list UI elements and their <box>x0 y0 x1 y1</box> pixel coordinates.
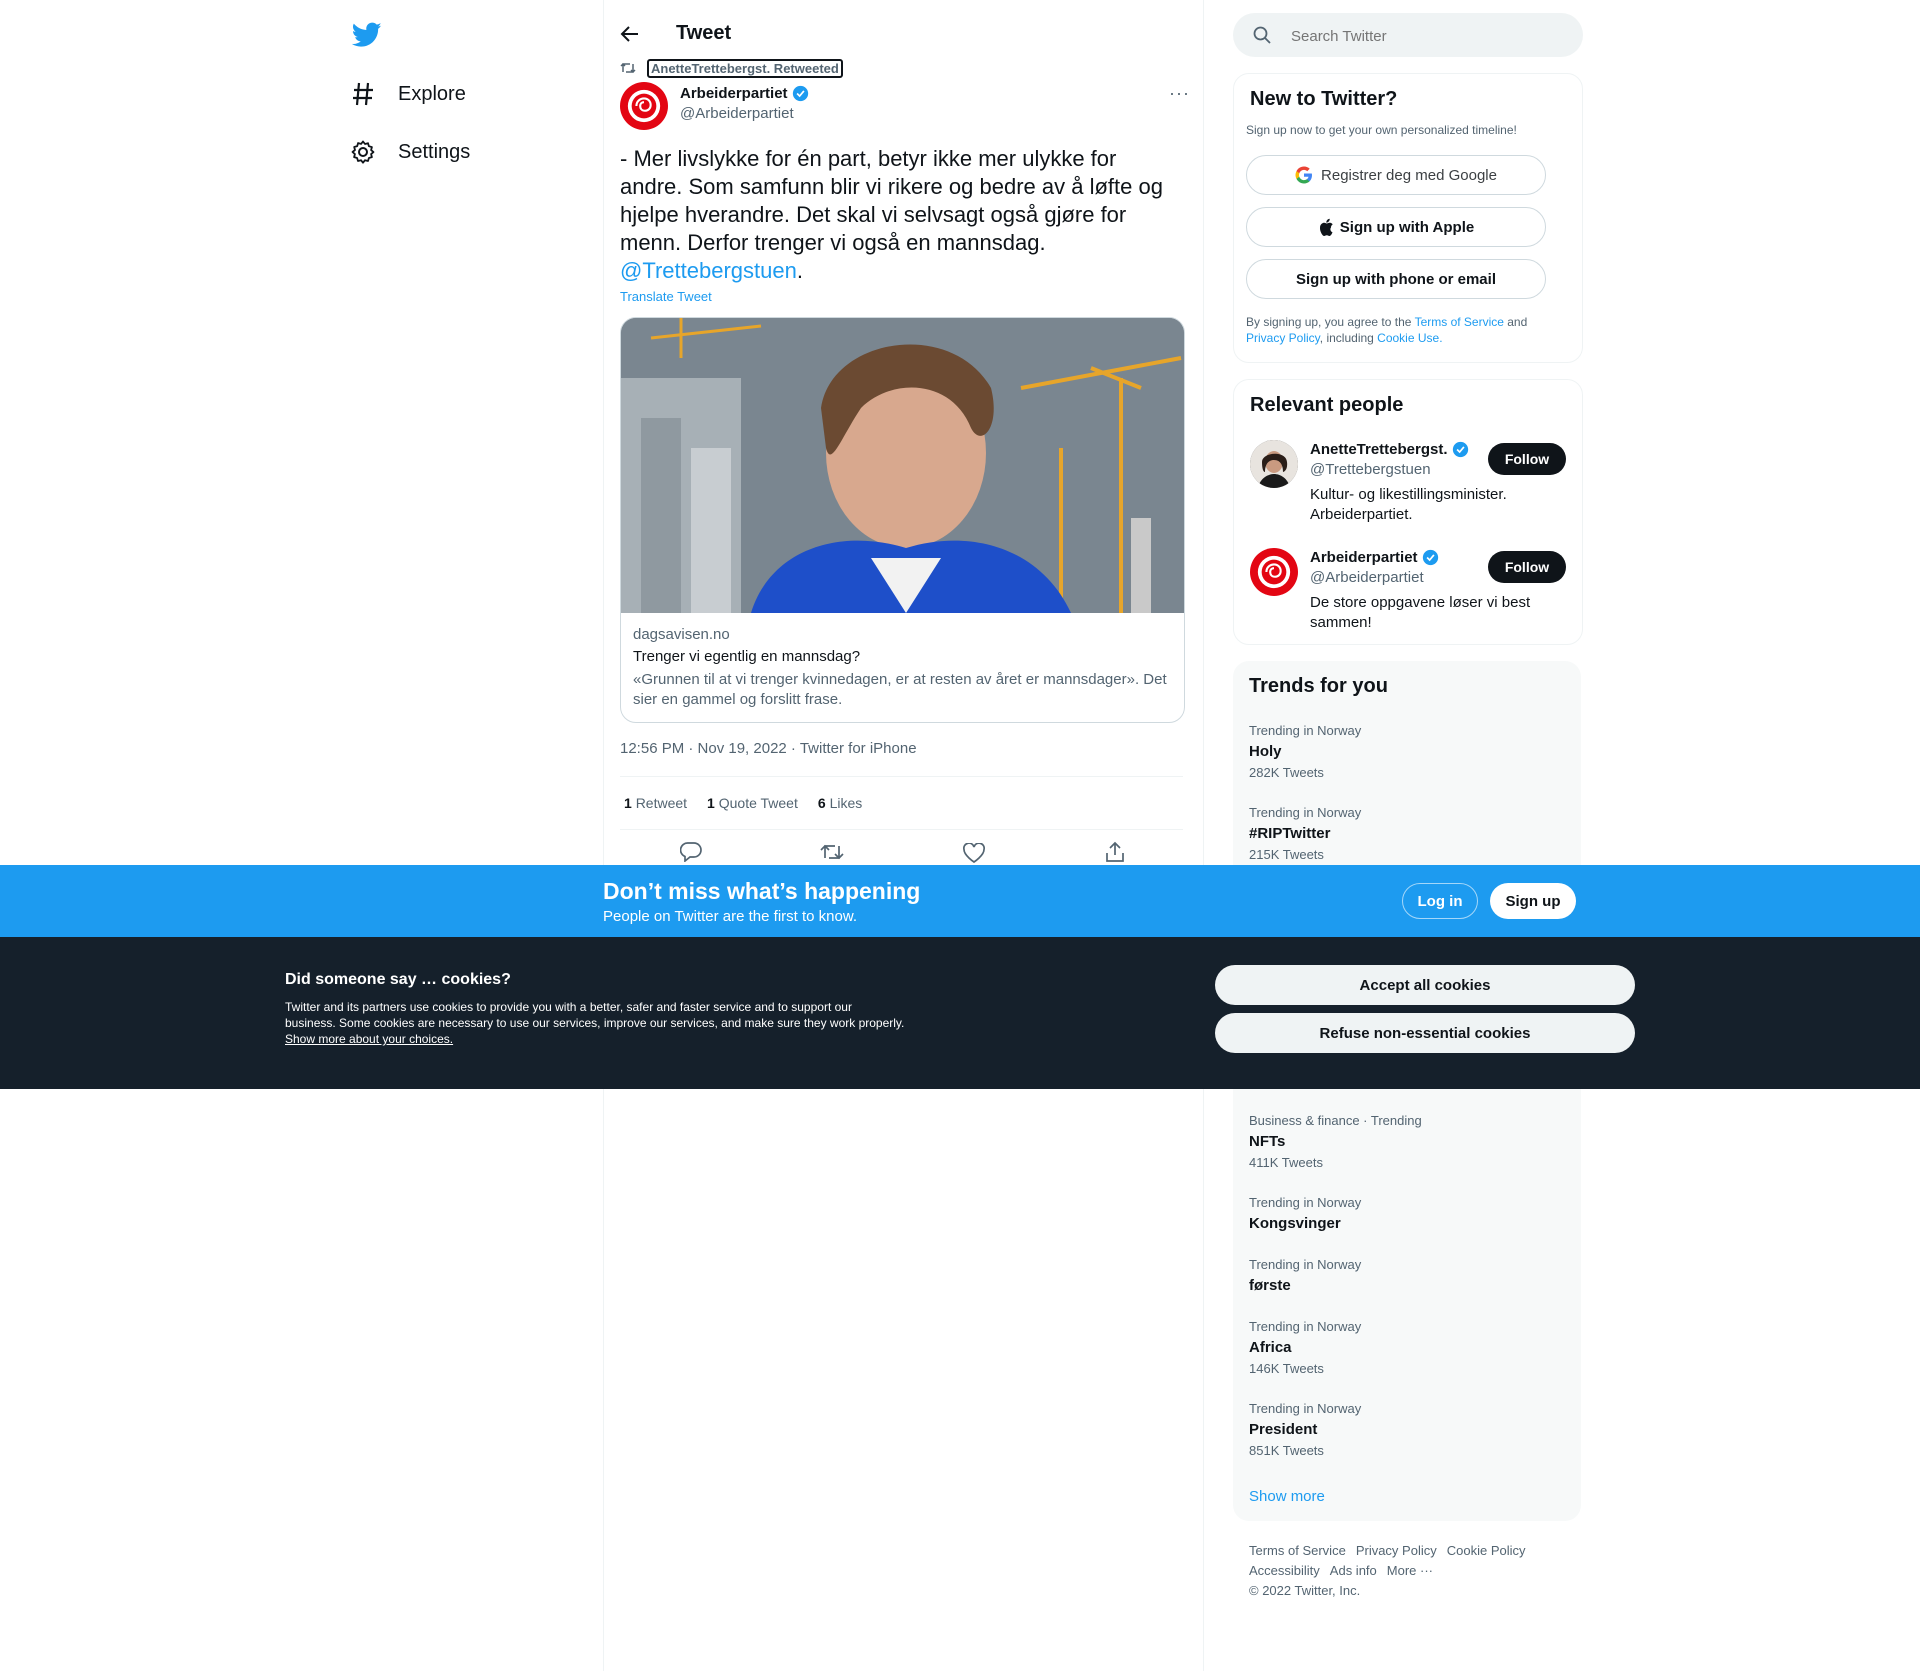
legal-text-1: By signing up, you agree to the <box>1246 315 1415 329</box>
trend-category: Trending in Norway <box>1249 1195 1362 1210</box>
trend-item[interactable] <box>1249 723 1361 780</box>
tweet-text-end: . <box>796 258 803 283</box>
likes-count: 6 <box>817 795 826 811</box>
card-image <box>621 318 1184 613</box>
nav-explore-label: Explore <box>398 82 466 105</box>
tweet-detail-column <box>603 0 1204 1671</box>
likes-label: Likes <box>829 795 863 811</box>
trend-item[interactable] <box>1249 1113 1422 1170</box>
person-name-text: Arbeiderpartiet <box>1310 549 1418 566</box>
signup-panel <box>1233 73 1583 363</box>
search-box[interactable] <box>1233 13 1583 57</box>
translate-tweet-link[interactable]: Translate Tweet <box>620 289 712 304</box>
card-title: Trenger vi egentlig en mannsdag? <box>633 648 861 665</box>
trend-category: Trending in Norway <box>1249 723 1362 738</box>
nav-explore[interactable] <box>350 74 466 114</box>
trend-name: Holy <box>1249 743 1282 760</box>
trends-title: Trends for you <box>1249 675 1388 697</box>
tweet-timestamp[interactable]: 12:56 PM · Nov 19, 2022 · Twitter for iPhone <box>620 740 917 757</box>
google-signup-button[interactable] <box>1246 155 1546 195</box>
gear-icon <box>350 139 376 165</box>
retweeted-by-link[interactable]: AnetteTrettebergst. Retweeted <box>647 59 843 78</box>
retweet-icon[interactable] <box>820 843 844 866</box>
trend-count: 282K Tweets <box>1249 765 1324 780</box>
search-icon <box>1253 26 1271 44</box>
cookie-text <box>285 999 905 1047</box>
cookie-choices-link[interactable]: Show more about your choices. <box>285 1032 454 1046</box>
apple-icon <box>1318 218 1334 236</box>
nav-settings-label: Settings <box>398 140 471 163</box>
twitter-logo-icon[interactable] <box>352 22 382 53</box>
tweet-text <box>620 145 1180 285</box>
card-description: «Grunnen til at vi trenger kvinnedagen, er at resten av året er mannsdager». Det sier en gammel og forslitt frase. <box>633 671 1167 708</box>
trend-item[interactable] <box>1249 1401 1361 1458</box>
trend-count: 851K Tweets <box>1249 1443 1324 1458</box>
retweets-count: 1 <box>624 795 632 811</box>
nav-settings[interactable] <box>350 132 470 172</box>
person-handle: @Trettebergstuen <box>1310 461 1431 478</box>
hashtag-icon <box>350 81 376 107</box>
page-title: Tweet <box>676 22 732 44</box>
signup-legal <box>1246 314 1566 346</box>
trend-name: President <box>1249 1421 1318 1438</box>
footer-cookie-link[interactable]: Cookie Policy <box>1446 1543 1526 1558</box>
follow-button[interactable]: Follow <box>1488 443 1566 475</box>
trend-category: Trending in Norway <box>1249 805 1362 820</box>
search-input[interactable] <box>1289 23 1563 49</box>
trend-name: Africa <box>1249 1339 1292 1356</box>
verified-badge-icon <box>1452 441 1469 458</box>
trends-panel <box>1233 661 1581 1521</box>
verified-badge-icon <box>792 85 809 102</box>
google-icon <box>1295 166 1313 184</box>
banner-login-button[interactable]: Log in <box>1402 883 1478 919</box>
person-avatar-arbeiderpartiet[interactable] <box>1250 548 1298 596</box>
trend-count: 215K Tweets <box>1249 847 1324 862</box>
trend-count: 411K Tweets <box>1249 1155 1323 1170</box>
refuse-cookies-button[interactable]: Refuse non-essential cookies <box>1215 1013 1635 1053</box>
legal-text-3: , including <box>1319 331 1378 345</box>
trend-category: Trending in Norway <box>1249 1319 1362 1334</box>
trend-name: første <box>1249 1277 1291 1294</box>
rose-logo-icon <box>1255 553 1293 591</box>
cookie-title: Did someone say … cookies? <box>285 971 511 988</box>
verified-badge-icon <box>1422 549 1439 566</box>
trend-name: #RIPTwitter <box>1249 825 1331 842</box>
trend-category: Trending in Norway <box>1249 1257 1362 1272</box>
trend-name: NFTs <box>1249 1133 1286 1150</box>
legal-text-2: and <box>1503 315 1528 329</box>
person-avatar-anette[interactable] <box>1250 440 1298 488</box>
rose-logo-icon <box>625 87 663 125</box>
share-icon[interactable] <box>1105 841 1125 868</box>
retweets-label: Retweet <box>635 795 688 811</box>
quotes-count: 1 <box>707 795 715 811</box>
footer-more-link[interactable]: More ··· <box>1386 1563 1433 1578</box>
footer-accessibility-link[interactable]: Accessibility <box>1249 1563 1320 1578</box>
person-name-arbeiderpartiet[interactable] <box>1310 549 1439 566</box>
trend-count: 146K Tweets <box>1249 1361 1324 1376</box>
show-more-link[interactable]: Show more <box>1249 1488 1325 1505</box>
trend-item[interactable] <box>1249 805 1361 862</box>
banner-title: Don’t miss what’s happening <box>603 878 921 904</box>
footer-privacy-link[interactable]: Privacy Policy <box>1355 1543 1437 1558</box>
phone-email-signup-button[interactable] <box>1246 259 1546 299</box>
person-bio: Kultur- og likestillingsminister. Arbeiderpartiet. <box>1310 486 1507 523</box>
footer-ads-link[interactable]: Ads info <box>1329 1563 1377 1578</box>
trend-name: Kongsvinger <box>1249 1215 1341 1232</box>
card-domain: dagsavisen.no <box>633 626 730 643</box>
banner-subtitle: People on Twitter are the first to know. <box>603 908 858 925</box>
retweets-stat[interactable] <box>624 795 687 811</box>
cookie-text-body: Twitter and its partners use cookies to provide you with a better, safer and faster service and to support our business. Some cookies are necessary to use our services, improve our services, and make sure they work properly. <box>285 1000 905 1030</box>
retweet-small-icon <box>620 60 636 81</box>
quotes-label: Quote Tweet <box>718 795 798 811</box>
reply-icon[interactable] <box>680 842 702 867</box>
trend-item[interactable] <box>1249 1195 1361 1232</box>
quotes-stat[interactable] <box>707 795 798 811</box>
more-options-icon[interactable]: ··· <box>1169 83 1190 103</box>
link-card[interactable] <box>620 317 1185 723</box>
person-name-anette[interactable] <box>1310 441 1469 458</box>
cookie-use-link[interactable]: Cookie Use. <box>1377 331 1443 345</box>
relevant-people-title: Relevant people <box>1250 394 1404 416</box>
author-name-text: Arbeiderpartiet <box>680 85 788 102</box>
author-handle[interactable]: @Arbeiderpartiet <box>680 105 794 122</box>
person-bio: De store oppgavene løser vi best sammen! <box>1310 594 1531 631</box>
author-name[interactable] <box>680 85 809 102</box>
mention-link[interactable]: @Trettebergstuen <box>620 258 797 283</box>
likes-stat[interactable] <box>818 795 862 811</box>
trend-category: Trending in Norway <box>1249 1401 1362 1416</box>
apple-signup-button[interactable] <box>1246 207 1546 247</box>
person-name-text: AnetteTrettebergst. <box>1310 441 1448 458</box>
apple-signup-label: Sign up with Apple <box>1339 218 1475 236</box>
trend-category: Business & finance · Trending <box>1249 1113 1422 1128</box>
signup-banner <box>0 865 1920 937</box>
signup-title: New to Twitter? <box>1250 88 1398 110</box>
accept-all-cookies-button[interactable]: Accept all cookies <box>1215 965 1635 1005</box>
person-handle: @Arbeiderpartiet <box>1310 569 1424 586</box>
tweet-stats <box>620 776 1183 830</box>
author-avatar[interactable] <box>620 82 668 130</box>
back-arrow-icon[interactable] <box>620 24 640 49</box>
trend-item[interactable] <box>1249 1257 1361 1294</box>
privacy-link[interactable]: Privacy Policy <box>1246 331 1320 345</box>
banner-signup-button[interactable]: Sign up <box>1490 883 1576 919</box>
google-signup-label: Registrer deg med Google <box>1321 166 1497 184</box>
footer-links <box>1249 1541 1569 1601</box>
trend-item[interactable] <box>1249 1319 1361 1376</box>
terms-link[interactable]: Terms of Service <box>1414 315 1504 329</box>
tweet-text-main: - Mer livslykke for én part, betyr ikke mer ulykke for andre. Som samfunn blir vi rikere og bedre av å løfte og hjelpe hverandre. Det skal vi selvsagt også gjøre for menn. Derfor trenger vi også en mannsdag. <box>620 146 1163 255</box>
footer-copyright: © 2022 Twitter, Inc. <box>1249 1583 1361 1598</box>
relevant-people-panel <box>1233 379 1583 645</box>
cookie-consent-bar <box>0 937 1920 1089</box>
phone-email-signup-label: Sign up with phone or email <box>1295 270 1496 288</box>
footer-terms-link[interactable]: Terms of Service <box>1249 1543 1346 1558</box>
signup-subtitle: Sign up now to get your own personalized timeline! <box>1246 123 1517 137</box>
follow-button[interactable]: Follow <box>1488 551 1566 583</box>
